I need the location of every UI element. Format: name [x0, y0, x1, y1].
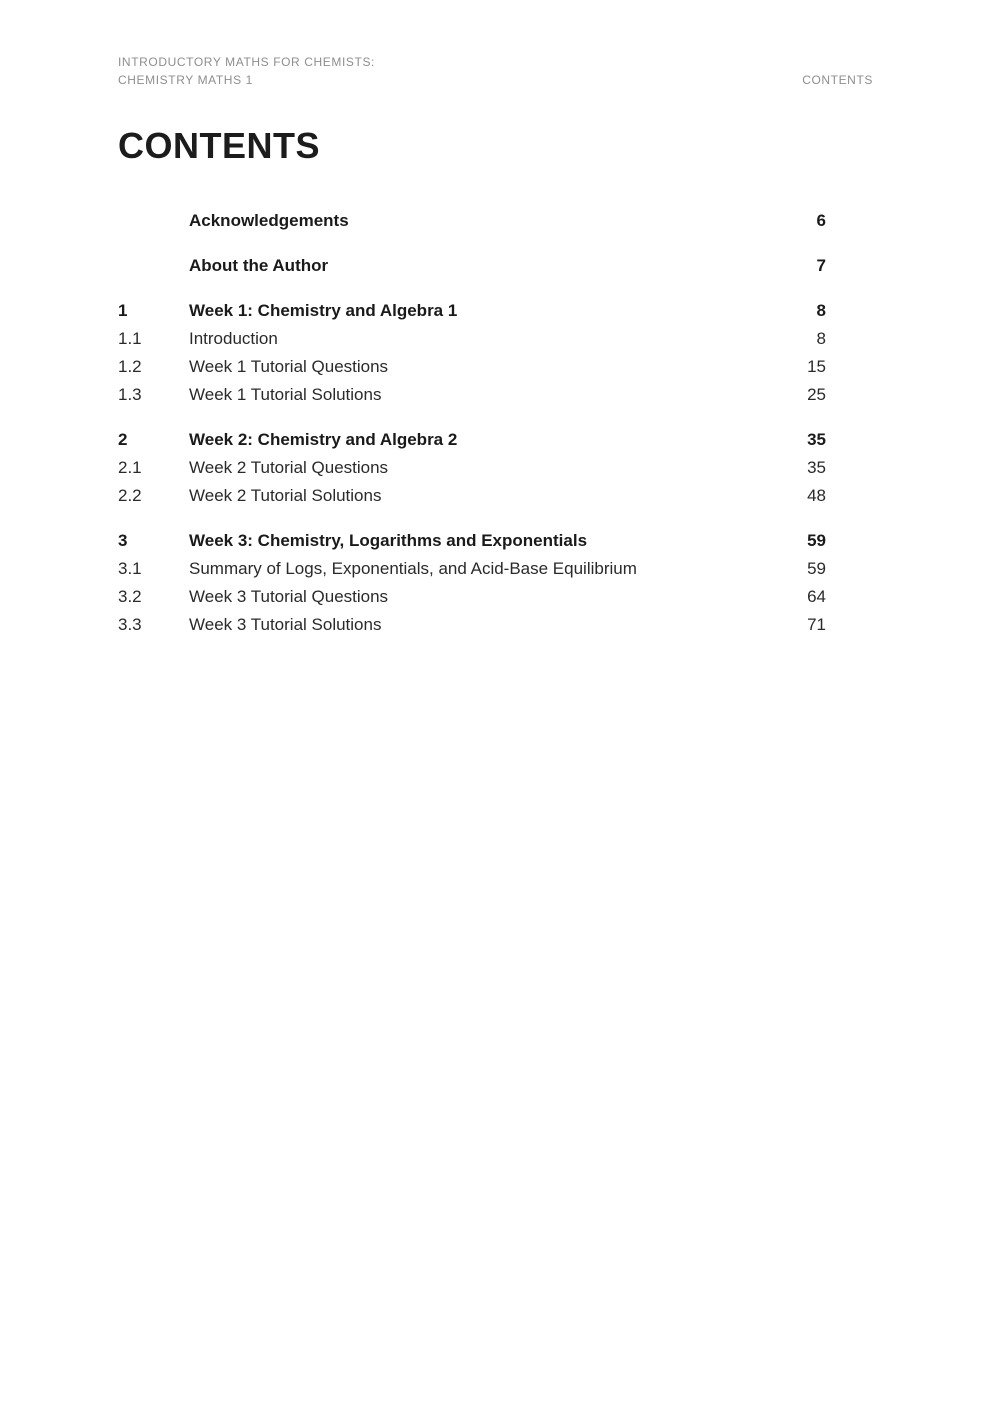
toc-section-1-2[interactable] [118, 353, 828, 381]
running-header [118, 53, 873, 89]
toc-section-3-1[interactable] [118, 555, 828, 583]
toc-page-number: 71 [807, 615, 826, 634]
book-title-line-2: CHEMISTRY MATHS 1 [118, 73, 253, 87]
toc-number: 3.1 [118, 559, 142, 578]
toc-page-number: 59 [807, 559, 826, 578]
toc-title: Introduction [189, 329, 278, 348]
toc-title: Acknowledgements [189, 211, 349, 230]
toc-section-2-1[interactable] [118, 454, 828, 482]
book-title [118, 53, 375, 89]
toc-entry-acknowledgements[interactable] [118, 207, 828, 235]
page-title: CONTENTS [118, 125, 320, 166]
toc-page-number: 15 [807, 357, 826, 376]
toc-chapter-2[interactable] [118, 426, 828, 454]
section-label: CONTENTS [802, 73, 873, 87]
toc-number: 1 [118, 301, 128, 320]
toc-section-3-3[interactable] [118, 611, 828, 639]
table-of-contents [118, 207, 828, 639]
toc-number: 2.1 [118, 458, 142, 477]
toc-page-number: 6 [816, 211, 826, 230]
toc-chapter-1[interactable] [118, 297, 828, 325]
toc-title: Week 3 Tutorial Questions [189, 587, 389, 606]
toc-page-number: 35 [807, 430, 826, 449]
toc-number: 2.2 [118, 486, 142, 505]
toc-page-number: 48 [807, 486, 826, 505]
toc-title: Week 2: Chemistry and Algebra 2 [189, 430, 458, 449]
toc-chapter-3[interactable] [118, 527, 828, 555]
toc-title: Week 3 Tutorial Solutions [189, 615, 382, 634]
toc-section-2-2[interactable] [118, 482, 828, 510]
toc-number: 1.3 [118, 385, 142, 404]
toc-page-number: 8 [816, 329, 826, 348]
toc-number: 3.3 [118, 615, 142, 634]
toc-title: About the Author [189, 256, 329, 275]
toc-number: 2 [118, 430, 128, 449]
toc-page-number: 35 [807, 458, 826, 477]
toc-number: 3 [118, 531, 128, 550]
book-title-line-1: INTRODUCTORY MATHS FOR CHEMISTS: [118, 55, 375, 69]
toc-page-number: 59 [807, 531, 826, 550]
toc-section-1-3[interactable] [118, 381, 828, 409]
toc-number: 3.2 [118, 587, 142, 606]
toc-title: Summary of Logs, Exponentials, and Acid-Base Equilibrium [189, 559, 637, 578]
toc-number: 1.2 [118, 357, 142, 376]
toc-page-number: 64 [807, 587, 826, 606]
toc-entry-about-the-author[interactable] [118, 252, 828, 280]
toc-title: Week 2 Tutorial Solutions [189, 486, 382, 505]
toc-section-3-2[interactable] [118, 583, 828, 611]
toc-title: Week 3: Chemistry, Logarithms and Exponentials [189, 531, 588, 550]
toc-page-number: 8 [816, 301, 826, 320]
toc-section-1-1[interactable] [118, 325, 828, 353]
toc-title: Week 1 Tutorial Questions [189, 357, 389, 376]
toc-title: Week 1: Chemistry and Algebra 1 [189, 301, 458, 320]
toc-title: Week 1 Tutorial Solutions [189, 385, 382, 404]
toc-number: 1.1 [118, 329, 142, 348]
toc-page-number: 25 [807, 385, 826, 404]
toc-page-number: 7 [816, 256, 826, 275]
toc-title: Week 2 Tutorial Questions [189, 458, 389, 477]
